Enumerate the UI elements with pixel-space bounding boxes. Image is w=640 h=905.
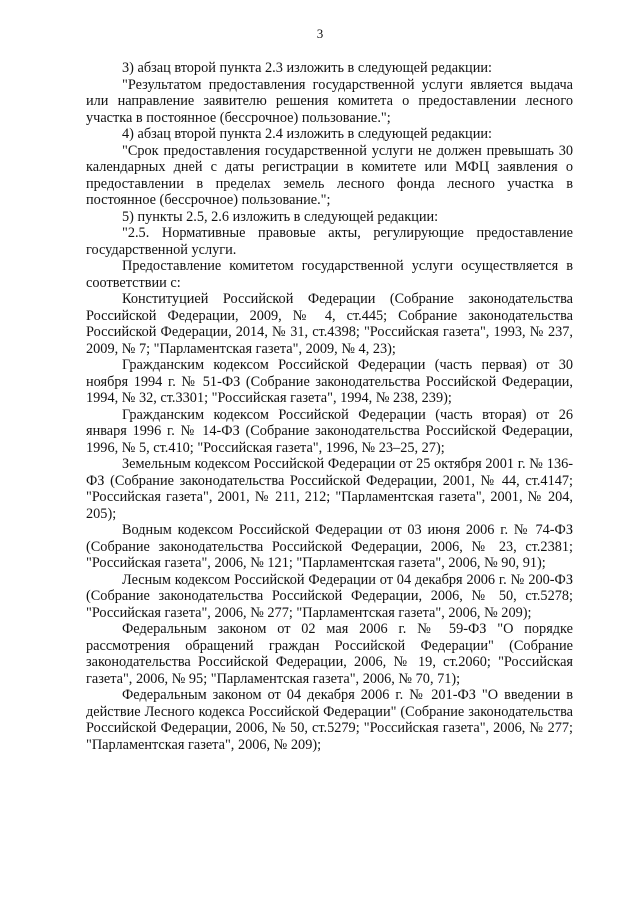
paragraph-water-code: Водным кодексом Российской Федерации от 03 июня 2006 г. № 74-ФЗ (Собрание законодательства Российской Федерации, 2006, № 23, ст.2381; "Российская газета", 2006, № 121; "Парламентская газета", 2006, № 90, 91); (86, 522, 573, 571)
paragraph-federal-law-59: Федеральным законом от 02 мая 2006 г. № 59-ФЗ "О порядке рассмотрения обращений граждан Российской Федерации" (Собрание законодательства Российской Федерации, 2006, № 19, ст.2060; "Российская газета", 2006, № 95; "Парламентская газета", 2006, № 70, 71); (86, 621, 573, 687)
paragraph-amend-2-4-heading: 4) абзац второй пункта 2.4 изложить в следующей редакции: (122, 126, 492, 142)
paragraph-civil-code-part-1: Гражданским кодексом Российской Федерации (часть первая) от 30 ноября 1994 г. № 51-ФЗ (Собрание законодательства Российской Федерации, 1994, № 32, ст.3301; "Российская газета", 1994, № 238, 239); (86, 357, 573, 406)
paragraph-civil-code-part-2: Гражданским кодексом Российской Федерации (часть вторая) от 26 января 1996 г. № 14-ФЗ (Собрание законодательства Российской Федерации, 1996, № 5, ст.410; "Российская газета", 1996, № 23–25, 27); (86, 406, 573, 456)
paragraph-amend-2-5-heading: 5) пункты 2.5, 2.6 изложить в следующей редакции: (122, 208, 439, 225)
paragraph-constitution: Конституцией Российской Федерации (Собрание законодательства Российской Федерации, 2009, № 4, ст.445; Собрание законодательства Российской Федерации, 2014, № 31, ст.4398; "Российская газета", 1993, № 237, 2009, № 7; "Парламентская газета", 2009, № 4, 23); (86, 291, 573, 357)
paragraph-legal-basis-intro: Предоставление комитетом государственной услуги осуществляется в соответствии с: (86, 258, 573, 291)
page-number: 3 (316, 26, 324, 41)
paragraph-amend-2-3-heading: 3) абзац второй пункта 2.3 изложить в следующей редакции: (122, 60, 492, 76)
paragraph-amend-2-3-text: "Результатом предоставления государственной услуги является выдача или направление заявителю решения комитета о предоставлении лесного участка в постоянное (бессрочное) пользование."; (86, 76, 573, 126)
paragraph-land-code: Земельным кодексом Российской Федерации от 25 октября 2001 г. № 136-ФЗ (Собрание законодательства Российской Федерации, 2001, № 44, ст.4147; "Российская газета", 2001, № 211, 212; "Парламентская газета", 2001, № 204, 205); (86, 456, 573, 522)
paragraph-forest-code: Лесным кодексом Российской Федерации от 04 декабря 2006 г. № 200-ФЗ (Собрание законодательства Российской Федерации, 2006, № 50, ст.5278; "Российская газета", 2006, № 277; "Парламентская газета", 2006, № 209); (86, 571, 573, 621)
paragraph-amend-2-4-text: "Срок предоставления государственной услуги не должен превышать 30 календарных дней с даты регистрации в комитете или МФЦ заявления о предоставлении в пределах земель лесного фонда лесного участка в постоянное (бессрочное) пользование."; (86, 142, 573, 208)
paragraph-federal-law-201: Федеральным законом от 04 декабря 2006 г. № 201-ФЗ "О введении в действие Лесного кодекса Российской Федерации" (Собрание законодательства Российской Федерации, 2006, № 50, ст.5279; "Российская газета", 2006, № 277; "Парламентская газета", 2006, № 209); (86, 687, 573, 753)
document-body (86, 60, 573, 753)
paragraph-section-2-5-title: "2.5. Нормативные правовые акты, регулирующие предоставление государственной услуги. (86, 225, 573, 258)
